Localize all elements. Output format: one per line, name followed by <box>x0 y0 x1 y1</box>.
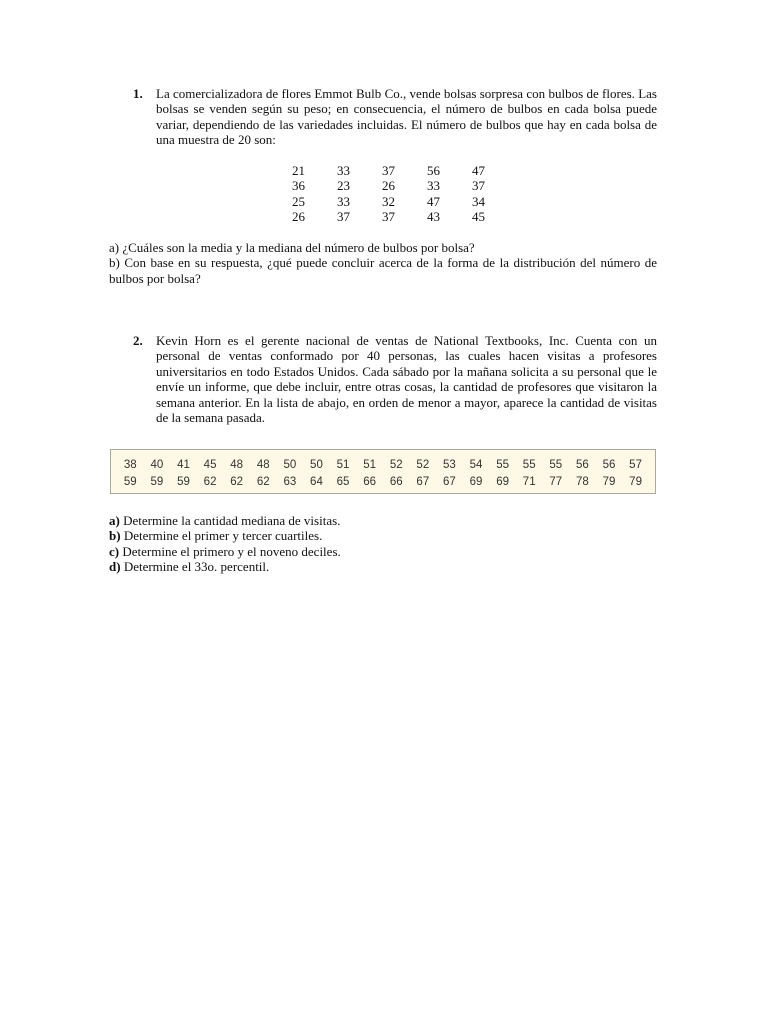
table-cell: 33 <box>337 193 350 209</box>
table-row <box>276 178 501 193</box>
visit-value: 40 <box>150 459 164 471</box>
visit-value: 59 <box>123 476 137 488</box>
table-row <box>276 209 501 224</box>
visit-value: 64 <box>310 476 323 488</box>
table-cell: 37 <box>382 209 395 225</box>
question-b: b) Determine el primer y tercer cuartiles. <box>109 528 323 544</box>
visit-value: 55 <box>549 459 563 471</box>
visit-value: 59 <box>177 476 190 488</box>
visit-value: 56 <box>602 459 616 471</box>
visit-value: 50 <box>283 459 297 471</box>
visit-value: 52 <box>389 459 403 471</box>
visit-value: 59 <box>150 476 164 488</box>
problem-text: La comercializadora de flores Emmot Bulb Co., vende bolsas sorpresa con bulbos de flores. Las bolsas se venden según su peso; en consecuencia, el número de bulbos en cada bolsa puede variar, dependiendo de las variedades incluidas. El número de bulbos que hay en cada bolsa de una muestra de 20 son: <box>156 86 657 148</box>
question-b: b) Con base en su respuesta, ¿qué puede concluir acerca de la forma de la distribución del número de bulbos por bolsa? <box>109 255 657 286</box>
visit-value: 38 <box>123 459 137 471</box>
visit-value: 67 <box>443 476 456 488</box>
visit-value: 79 <box>629 476 642 488</box>
visit-value: 66 <box>389 476 403 488</box>
table-cell: 23 <box>337 178 350 194</box>
visit-value: 62 <box>230 476 244 488</box>
question-c: c) Determine el primero y el noveno deciles. <box>109 543 341 559</box>
visit-value: 41 <box>177 459 190 471</box>
table-cell: 32 <box>382 193 395 209</box>
table-cell: 37 <box>472 178 485 194</box>
visit-value: 50 <box>310 459 323 471</box>
problem-1-questions <box>109 240 657 286</box>
visit-value: 65 <box>336 476 350 488</box>
visits-row-1 <box>117 458 649 473</box>
visit-value: 71 <box>522 476 536 488</box>
visit-value: 53 <box>443 459 456 471</box>
table-cell: 43 <box>427 209 440 225</box>
visit-value: 62 <box>256 476 270 488</box>
visit-value: 51 <box>363 459 377 471</box>
visits-data-box <box>110 449 656 494</box>
table-cell: 33 <box>337 163 350 178</box>
table-cell: 47 <box>427 193 440 209</box>
table-row <box>276 163 501 178</box>
table-cell: 34 <box>472 193 485 209</box>
question-d: d) Determine el 33o. percentil. <box>109 559 270 575</box>
visits-row-2 <box>117 475 649 490</box>
visit-value: 67 <box>416 476 430 488</box>
table-cell: 45 <box>472 209 485 225</box>
problem-text: Kevin Horn es el gerente nacional de ventas de National Textbooks, Inc. Cuenta con un personal de ventas conformado por 40 personas, las cuales hacen visitas a profesores universitarios en todo Estados Unidos. Cada sábado por la mañana solicita a su personal que le envíe un informe, que debe incluir, entre otras cosas, la cantidad de profesores que visitaron la semana anterior. En la lista de abajo, en orden de menor a mayor, aparece la cantidad de visitas de la semana pasada. <box>156 333 657 426</box>
visit-value: 55 <box>522 459 536 471</box>
visit-value: 56 <box>575 459 589 471</box>
visit-value: 79 <box>602 476 616 488</box>
visit-value: 48 <box>230 459 244 471</box>
table-cell: 47 <box>472 163 485 178</box>
visit-value: 69 <box>496 476 509 488</box>
visit-value: 57 <box>629 459 642 471</box>
problem-2 <box>109 333 657 425</box>
table-cell: 33 <box>427 178 440 194</box>
table-row <box>276 194 501 209</box>
visit-value: 69 <box>469 476 483 488</box>
visit-value: 54 <box>469 459 483 471</box>
table-cell: 21 <box>292 163 305 178</box>
visit-value: 51 <box>336 459 350 471</box>
question-a: a) ¿Cuáles son la media y la mediana del número de bulbos por bolsa? <box>109 240 475 255</box>
visit-value: 62 <box>203 476 217 488</box>
problem-number: 1. <box>133 86 143 101</box>
visit-value: 77 <box>549 476 563 488</box>
visit-value: 63 <box>283 476 297 488</box>
table-cell: 25 <box>292 193 305 209</box>
visit-value: 78 <box>575 476 589 488</box>
table-cell: 37 <box>337 209 350 225</box>
table-cell: 37 <box>382 163 395 178</box>
problem-1 <box>109 86 657 148</box>
question-a: a) Determine la cantidad mediana de visitas. <box>109 513 341 528</box>
visit-value: 55 <box>496 459 509 471</box>
bulb-data-table <box>276 163 501 225</box>
visit-value: 52 <box>416 459 430 471</box>
table-cell: 36 <box>292 178 305 194</box>
problem-2-questions <box>109 513 657 575</box>
problem-number: 2. <box>133 333 143 348</box>
table-cell: 56 <box>427 163 440 178</box>
table-cell: 26 <box>382 178 395 194</box>
table-cell: 26 <box>292 209 305 225</box>
visit-value: 45 <box>203 459 217 471</box>
visit-value: 48 <box>256 459 270 471</box>
visit-value: 66 <box>363 476 377 488</box>
